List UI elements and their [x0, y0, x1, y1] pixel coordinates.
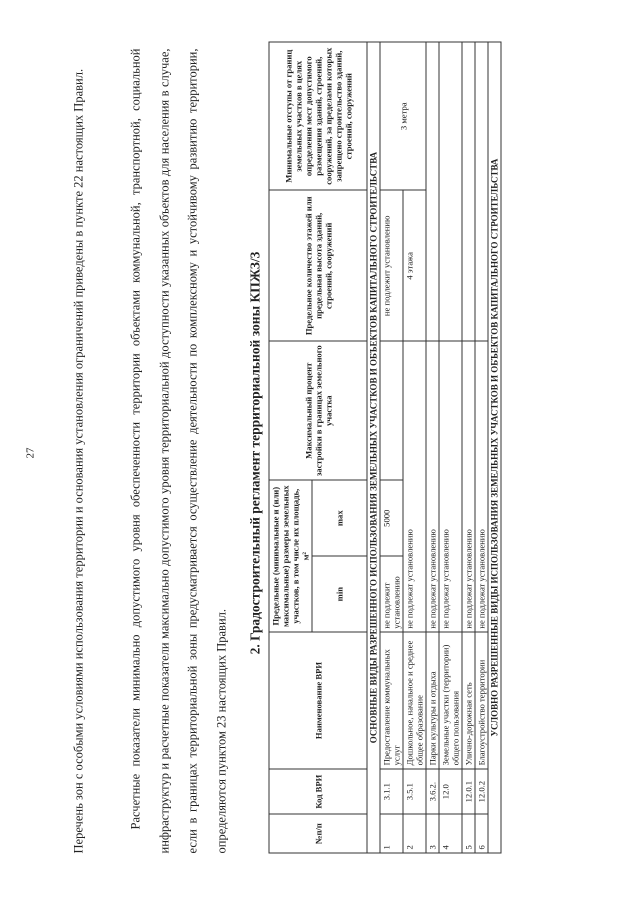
- cell-floors: не подлежит установлению: [380, 190, 403, 341]
- header-code: Код ВРИ: [269, 768, 367, 814]
- cell-empty: [439, 42, 462, 341]
- cell-code: 3.1.1: [380, 768, 403, 814]
- cell-num: 5: [462, 814, 475, 853]
- page-number: 27: [24, 447, 36, 458]
- cell-name: Улично-дорожная сеть: [462, 632, 475, 769]
- table-row: [439, 42, 462, 853]
- header-name: Наименование ВРИ: [269, 632, 367, 769]
- header-percent: Максимальный процент застройки в границах земельного участка: [269, 341, 367, 480]
- paragraph-zones-restrictions: Перечень зон с особыми условиями использования территории и основания установления ограничений приведены в пункте 22 настоящих Правил.: [71, 68, 85, 853]
- paragraph-calculated-indicators: Расчетные показатели минимально допустимого уровня обеспеченности территории объектами коммунальной, транспортной, социальной инфраструктур и расчетные показатели максимально допустимого уровня территориальной доступности указанных объектов для населения в случае, если в границах территориальной зоны предусматривается осуществление деятельности по комплексному и устойчивому развитию территории, определяются пунктом 23 настоящих Правил.: [128, 48, 228, 853]
- cell-sizes: не подлежат установлению: [403, 341, 426, 632]
- cell-code: 3.6.2.: [426, 768, 439, 814]
- section-row-main: [367, 42, 380, 853]
- table-row: [475, 42, 488, 853]
- table-header-row: [269, 42, 312, 853]
- regulation-table: [268, 41, 501, 853]
- cell-name: Земельные участки (территории) общего пользования: [439, 632, 462, 769]
- section-heading: 2. Градостроительный регламент территориальной зоны КПЖЗ/3: [247, 251, 262, 654]
- table-row: [380, 42, 403, 853]
- cell-indent: 3 метра: [380, 42, 426, 190]
- cell-sizes: не подлежат установлению: [439, 341, 462, 632]
- cell-min: не подлежит установлению: [380, 556, 403, 632]
- cell-sizes: не подлежат установлению: [462, 341, 475, 632]
- section-conditional-label: УСЛОВНО РАЗРЕШЕННЫЕ ВИДЫ ИСПОЛЬЗОВАНИЯ ЗЕМЕЛЬНЫХ УЧАСТКОВ И ОБЪЕКТОВ КАПИТАЛЬНОГО СТРОИТЕЛЬСТВА: [488, 42, 501, 853]
- cell-empty: [462, 42, 475, 341]
- table-row: [426, 42, 439, 853]
- cell-num: 3: [426, 814, 439, 853]
- section-row-conditional: [488, 42, 501, 853]
- table-row: [462, 42, 475, 853]
- cell-num: 2: [403, 814, 426, 853]
- cell-code: 12.0.2: [475, 768, 488, 814]
- cell-name: Парки культуры и отдыха: [426, 632, 439, 769]
- header-floors: Предельное количество этажей или предельная высота зданий, строений, сооружений: [269, 190, 367, 341]
- cell-floors: 4 этажа: [403, 190, 426, 341]
- header-max: max: [312, 480, 367, 556]
- cell-code: 3.5.1: [403, 768, 426, 814]
- cell-code: 12.0.1: [462, 768, 475, 814]
- header-min: min: [312, 556, 367, 632]
- cell-percent: [380, 341, 403, 480]
- cell-code: 12.0: [439, 768, 462, 814]
- cell-name: Дошкольное, начальное и среднее общее образование: [403, 632, 426, 769]
- cell-empty: [475, 42, 488, 341]
- cell-num: 1: [380, 814, 403, 853]
- cell-sizes: не подлежат установлению: [426, 341, 439, 632]
- cell-empty: [426, 42, 439, 341]
- cell-max: 5000: [380, 480, 403, 556]
- header-indents: Минимальные отступы от границ земельных участков в целях определения мест допустимого размещения зданий, строений, сооружений, за пределами которых запрещено строительство зданий, строений, сооружений: [269, 42, 367, 190]
- section-main-label: ОСНОВНЫЕ ВИДЫ РАЗРЕШЕННОГО ИСПОЛЬЗОВАНИЯ ЗЕМЕЛЬНЫХ УЧАСТКОВ И ОБЪЕКТОВ КАПИТАЛЬНОГО СТРОИТЕЛЬСТВА: [367, 42, 380, 853]
- cell-name: Благоустройство территории: [475, 632, 488, 769]
- cell-name: Предоставление коммунальных услуг: [380, 632, 403, 769]
- header-size: Предельные (минимальные и (или) максимальные) размеры земельных участков, в том числе их площадь, м²: [269, 480, 312, 632]
- header-num: №п/п: [269, 814, 367, 853]
- cell-num: 4: [439, 814, 462, 853]
- cell-sizes: не подлежат установлению: [475, 341, 488, 632]
- cell-num: 6: [475, 814, 488, 853]
